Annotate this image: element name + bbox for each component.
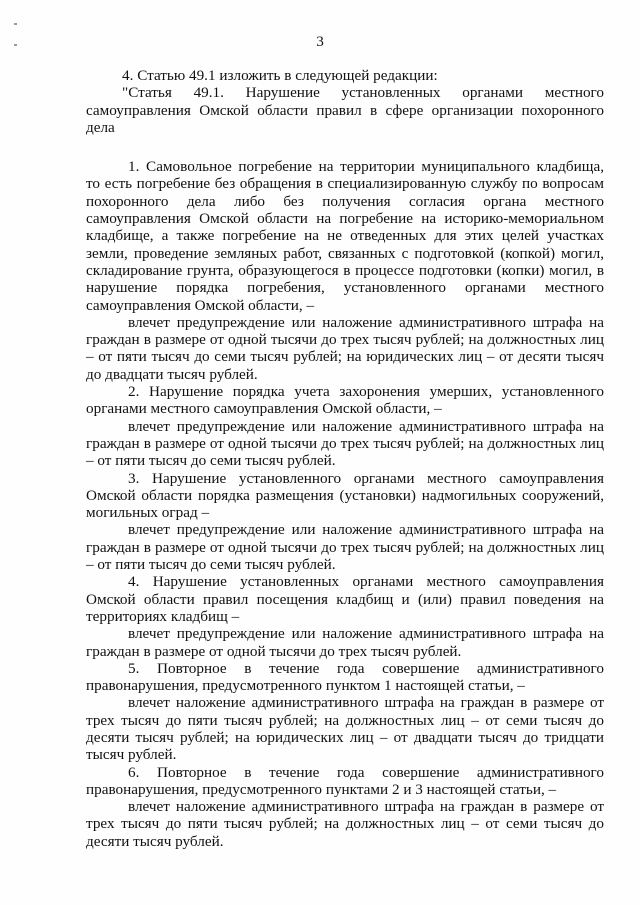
- article-title: "Статья 49.1. Нарушение установленных органами местного самоуправления Омской области правил в сфере организации похоронного дела: [86, 84, 604, 136]
- clause-1: 1. Самовольное погребение на территории муниципального кладбища, то есть погребение без обращения в специализированную службу по вопросам похоронного дела либо без получения согласия органа местного самоуправления Омской области на погребение на историко-мемориальном кладбище, а также погребение на не отведенных для этих целей участках земли, проведение земляных работ, связанных с подготовкой (копкой) могил, складирование грунта, образующегося в процессе подготовки (копки) могил, в нарушение порядка погребения, установленного органами местного самоуправления Омской области, –: [86, 158, 604, 314]
- clause-5: 5. Повторное в течение года совершение административного правонарушения, предусмотренного пунктом 1 настоящей статьи, –: [86, 659, 604, 695]
- clause-4: 4. Нарушение установленных органами местного самоуправления Омской области правил посещения кладбищ и (или) правил поведения на территориях кладбищ –: [86, 573, 604, 625]
- penalty-2: влечет предупреждение или наложение административного штрафа на граждан в размере от одной тысячи до трех тысяч рублей; на должностных лиц – от пяти тысяч до семи тысяч рублей.: [86, 417, 604, 470]
- amendment-intro: 4. Статью 49.1 изложить в следующей редакции:: [122, 67, 438, 84]
- document-body: [86, 67, 604, 850]
- penalty-6: влечет наложение административного штрафа на граждан в размере от трех тысяч до пяти тысяч рублей; на должностных лиц – от семи тысяч до десяти тысяч рублей.: [86, 798, 604, 850]
- clause-2: 2. Нарушение порядка учета захоронения умерших, установленного органами местного самоуправления Омской области, –: [86, 383, 604, 418]
- penalty-4: влечет предупреждение или наложение административного штрафа на граждан в размере от одной тысячи до трех тысяч рублей.: [86, 625, 604, 660]
- clause-3: 3. Нарушение установленного органами местного самоуправления Омской области порядка размещения (установки) надмогильных сооружений, могильных оград –: [86, 469, 604, 522]
- penalty-1: влечет предупреждение или наложение административного штрафа на граждан в размере от одной тысячи до трех тысяч рублей; на должностных лиц – от пяти тысяч до семи тысяч рублей; на юридических лиц – от десяти тысяч до двадцати тысяч рублей.: [86, 313, 604, 383]
- penalty-5: влечет наложение административного штрафа на граждан в размере от трех тысяч до пяти тысяч рублей; на должностных лиц – от семи тысяч до десяти тысяч рублей; на юридических лиц – от двадцати тысяч до тридцати тысяч рублей.: [86, 694, 604, 764]
- scan-mark: [14, 23, 17, 25]
- page-number: 3: [316, 33, 324, 50]
- clause-6: 6. Повторное в течение года совершение административного правонарушения, предусмотренного пунктами 2 и 3 настоящей статьи, –: [86, 763, 604, 798]
- penalty-3: влечет предупреждение или наложение административного штрафа на граждан в размере от одной тысячи до трех тысяч рублей; на должностных лиц – от пяти тысяч до семи тысяч рублей.: [86, 521, 604, 574]
